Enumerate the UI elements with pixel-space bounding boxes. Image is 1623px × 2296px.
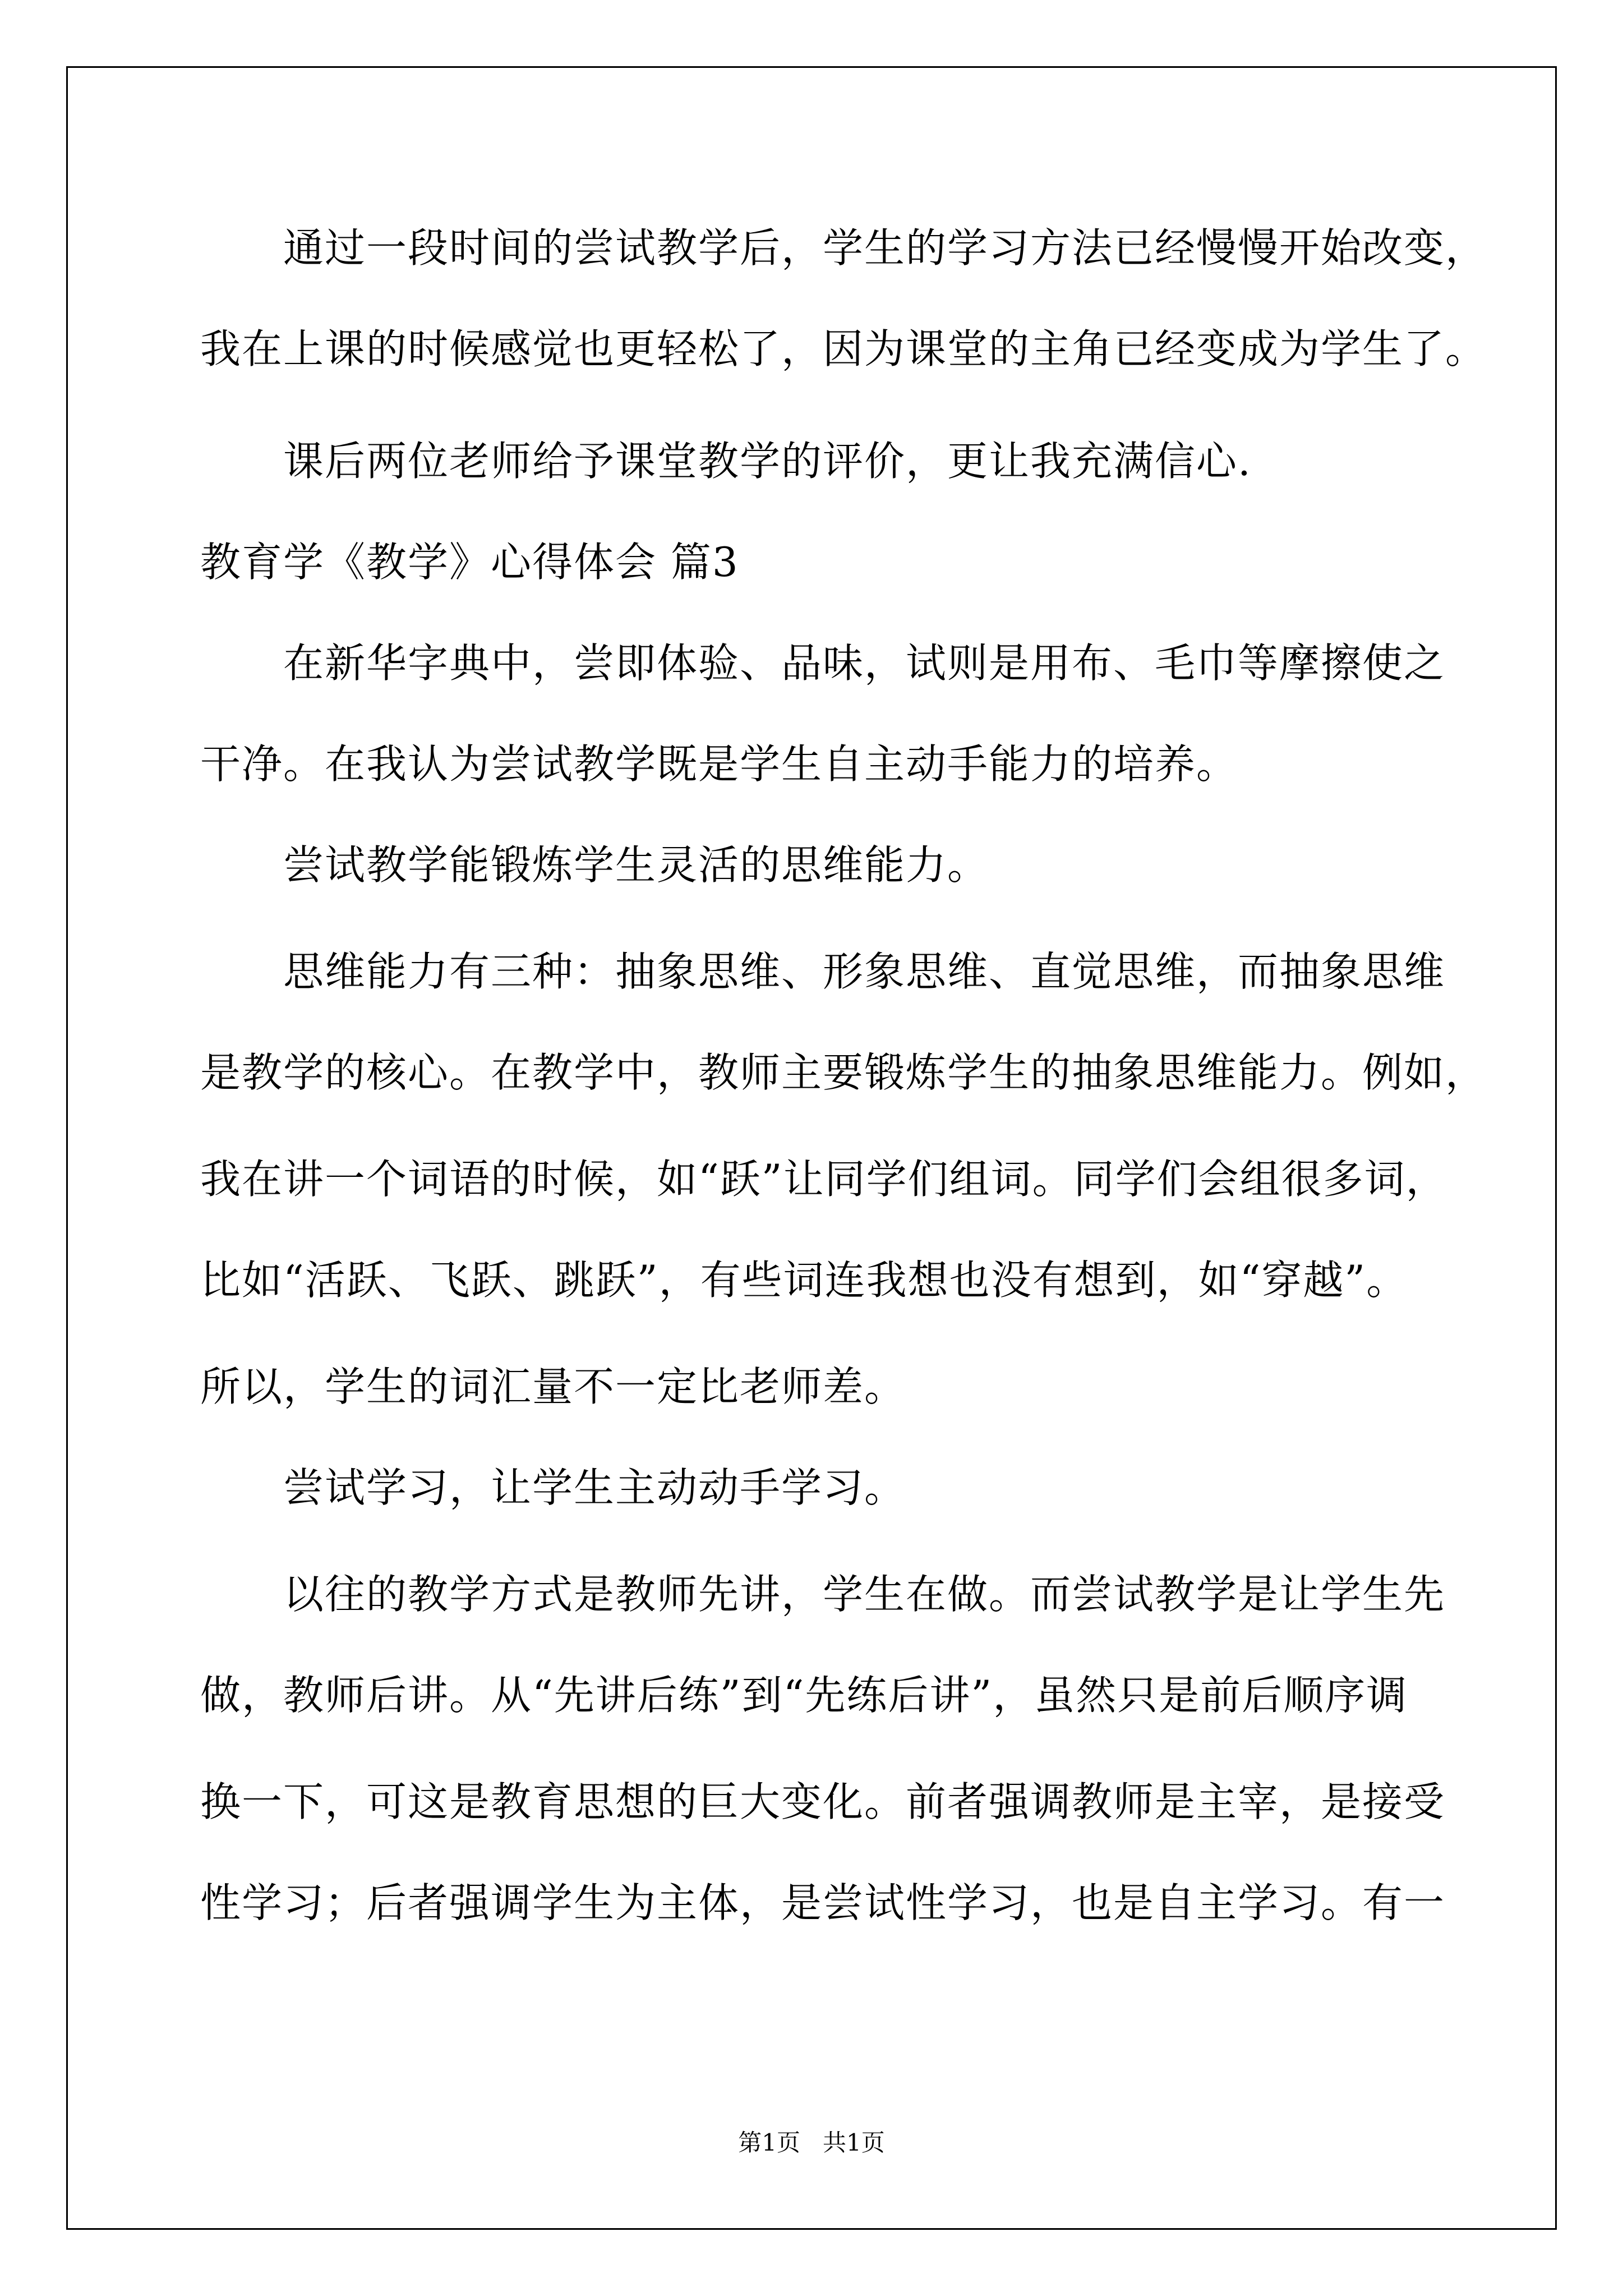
paragraph-line: 课后两位老师给予课堂教学的评价，更让我充满信心.	[283, 438, 1252, 485]
paragraph-line: 所以，学生的词汇量不一定比老师差。	[200, 1363, 906, 1410]
paragraph-line: 在新华字典中，尝即体验、品味，试则是用布、毛巾等摩擦使之	[283, 639, 1446, 687]
paragraph-line: 是教学的核心。在教学中，教师主要锻炼学生的抽象思维能力。例如，	[200, 1049, 1487, 1096]
paragraph-line: 做，教师后讲。从“先讲后练”到“先练后讲”，虽然只是前后顺序调	[200, 1672, 1408, 1719]
paragraph-line: 尝试学习，让学生主动动手学习。	[283, 1464, 906, 1511]
section-heading: 教育学《教学》心得体会 篇3	[200, 539, 739, 586]
paragraph-line: 尝试教学能锻炼学生灵活的思维能力。	[283, 841, 989, 889]
paragraph-line: 我在讲一个词语的时候，如“跃”让同学们组词。同学们会组很多词，	[200, 1156, 1447, 1203]
paragraph-line: 换一下，可这是教育思想的巨大变化。前者强调教师是主宰，是接受	[200, 1778, 1446, 1825]
paragraph-line: 性学习；后者强调学生为主体，是尝试性学习，也是自主学习。有一	[200, 1879, 1446, 1926]
page-footer: 第1页 共1页	[738, 2129, 885, 2156]
paragraph-line: 比如“活跃、飞跃、跳跃”，有些词连我想也没有想到，如“穿越”。	[200, 1257, 1408, 1304]
paragraph-line: 干净。在我认为尝试教学既是学生自主动手能力的培养。	[200, 740, 1238, 788]
paragraph-line: 思维能力有三种：抽象思维、形象思维、直觉思维，而抽象思维	[283, 948, 1446, 995]
paragraph-line: 我在上课的时候感觉也更轻松了，因为课堂的主角已经变成为学生了。	[200, 325, 1487, 372]
paragraph-line: 以往的教学方式是教师先讲，学生在做。而尝试教学是让学生先	[283, 1571, 1446, 1618]
paragraph-line: 通过一段时间的尝试教学后，学生的学习方法已经慢慢开始改变，	[283, 224, 1487, 272]
